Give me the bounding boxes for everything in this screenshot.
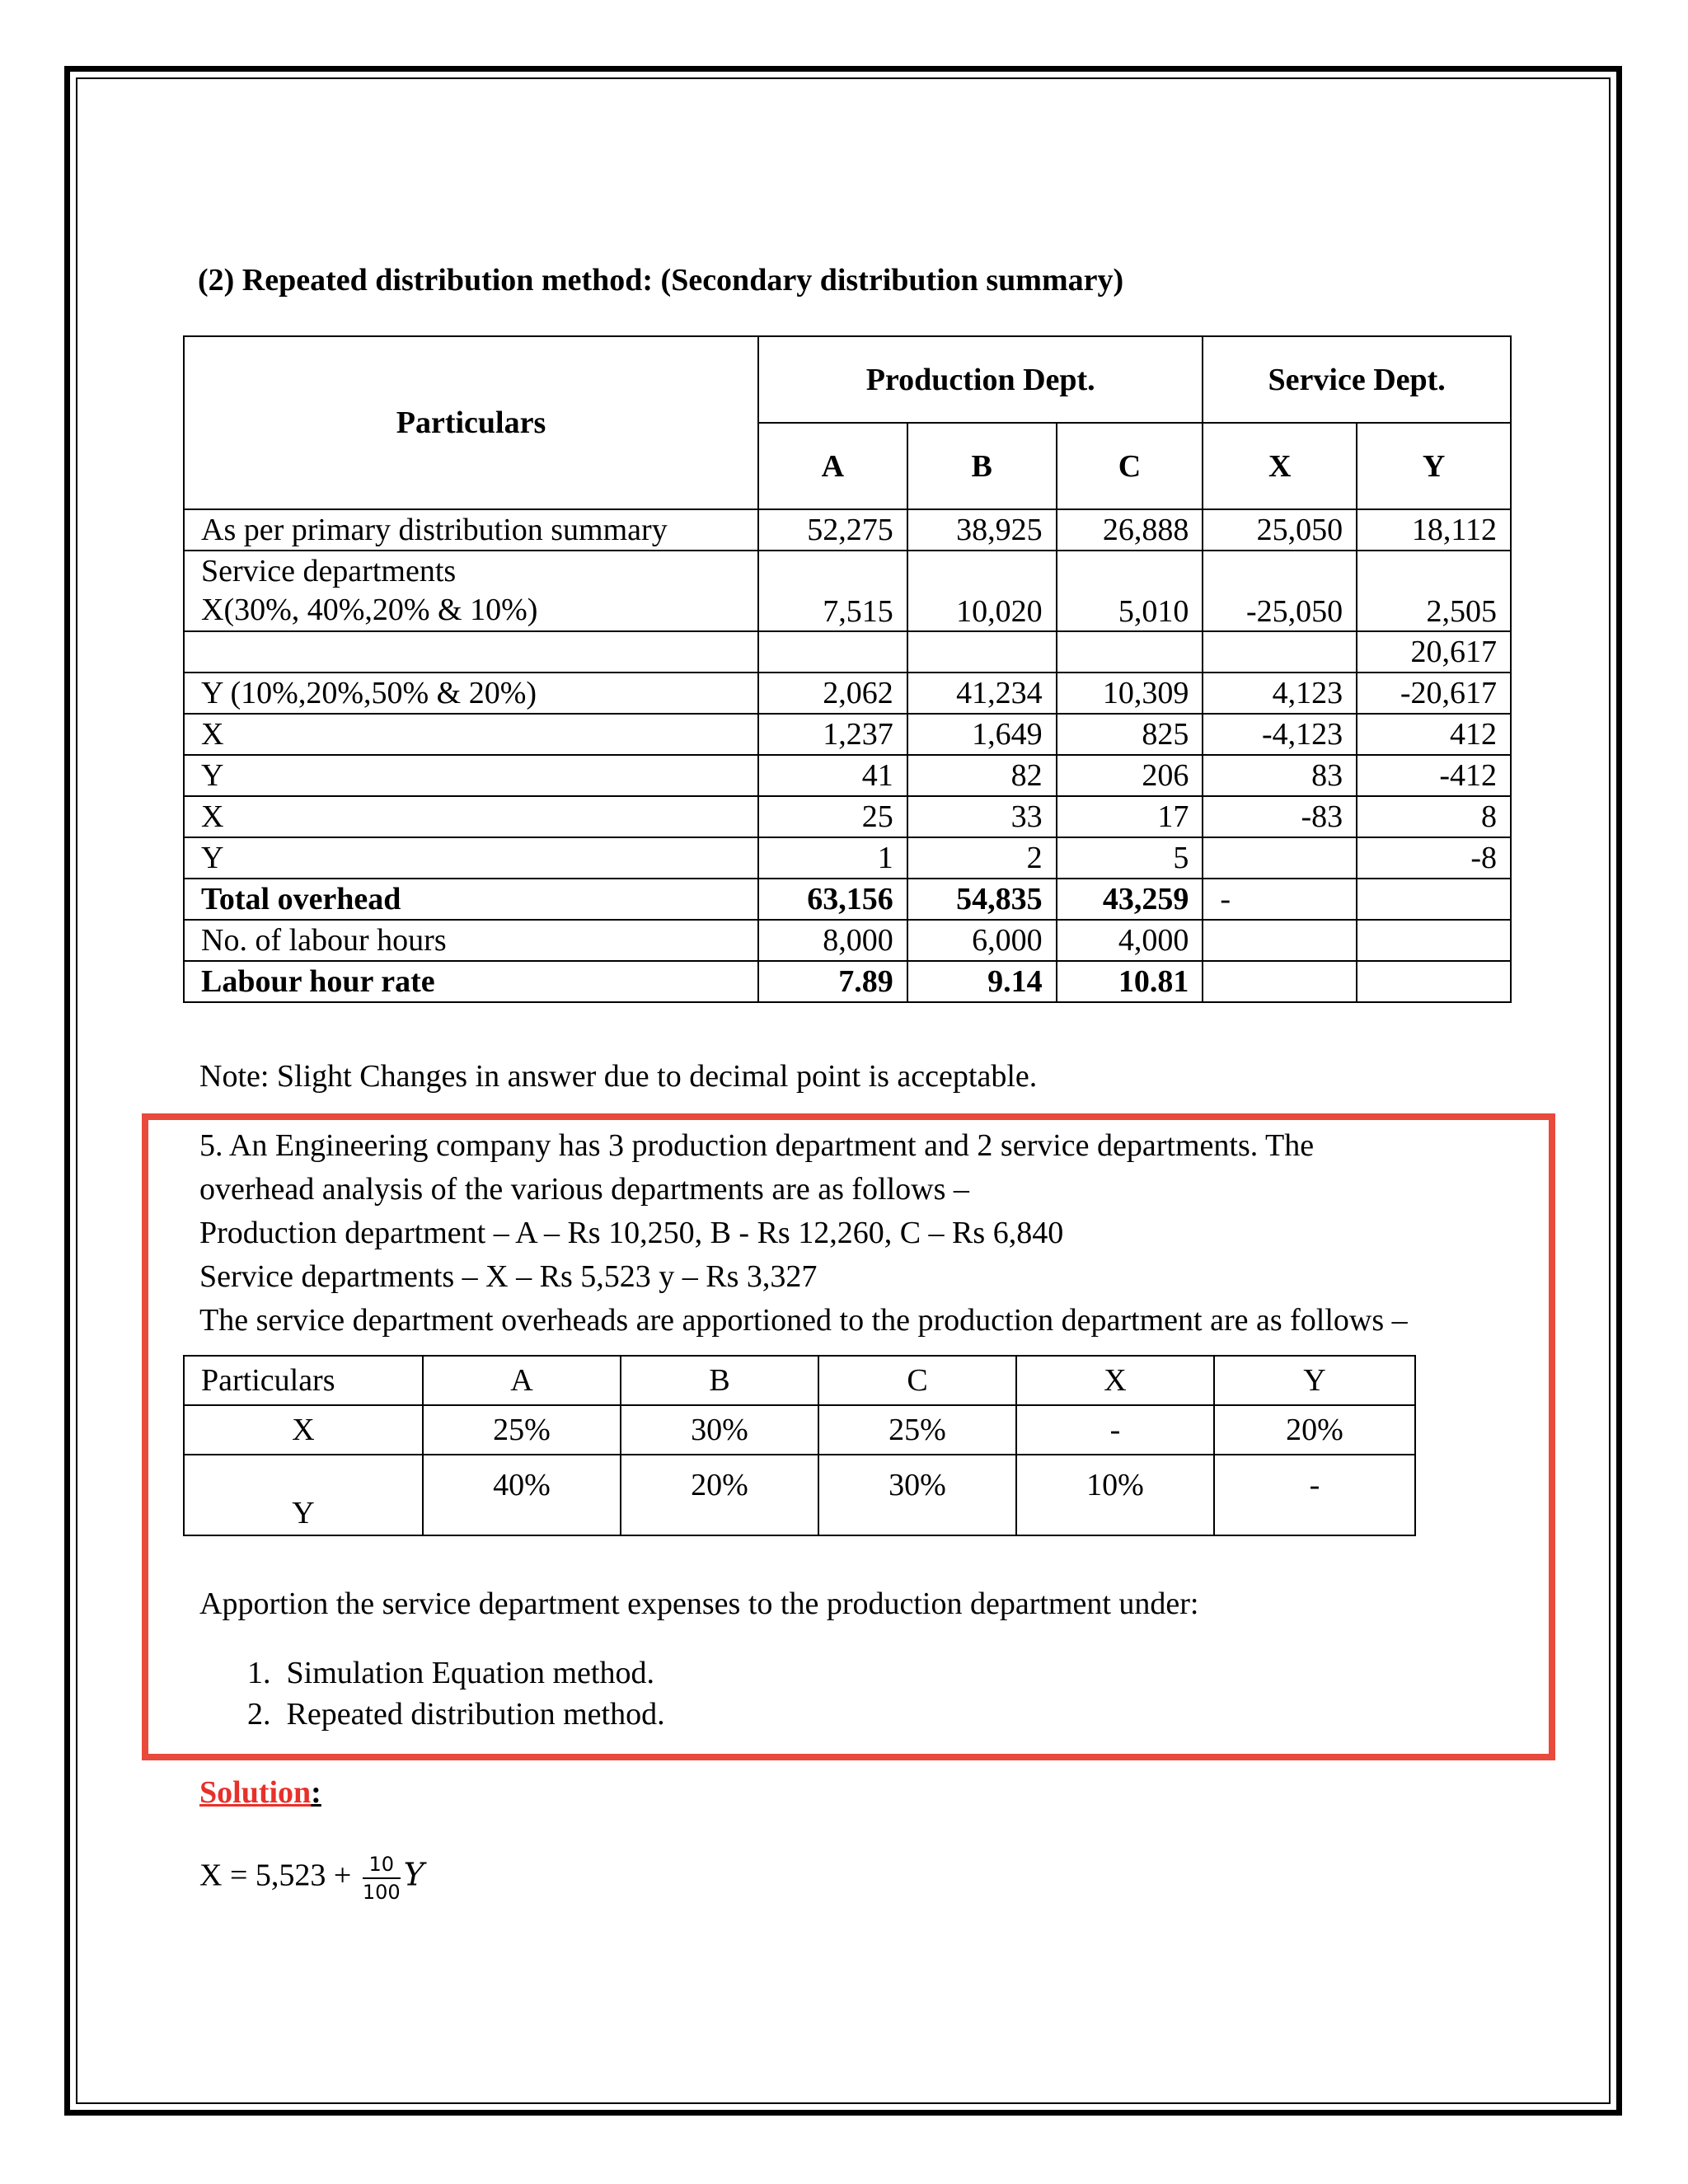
cell: 10,020	[907, 551, 1057, 631]
cell: 26,888	[1057, 509, 1203, 551]
cell	[1203, 837, 1357, 879]
table-row	[184, 837, 1511, 879]
question-line-4: Service departments – X – Rs 5,523 y – Rs 3,327	[199, 1259, 818, 1294]
solution-label: Solution	[199, 1775, 312, 1810]
table-row	[184, 796, 1511, 837]
instruction-text: Apportion the service department expenses to the production department under:	[199, 1586, 1199, 1621]
cell: -83	[1203, 796, 1357, 837]
cell: 7,515	[758, 551, 907, 631]
cell: 25,050	[1203, 509, 1357, 551]
cell: 206	[1057, 755, 1203, 796]
col-header-b: B	[907, 423, 1057, 509]
row-label: Y	[184, 837, 758, 879]
cell	[1357, 961, 1511, 1002]
cell: 54,835	[907, 879, 1057, 920]
equation	[199, 1853, 424, 1904]
cell: 825	[1057, 714, 1203, 755]
cell: 1,649	[907, 714, 1057, 755]
equation-variable: Y	[403, 1856, 424, 1893]
cell: -20,617	[1357, 673, 1511, 714]
row-label	[184, 551, 758, 631]
particulars-header: Particulars	[184, 336, 758, 509]
row-label: Y (10%,20%,50% & 20%)	[184, 673, 758, 714]
cell: 8,000	[758, 920, 907, 961]
cell: 20,617	[1357, 631, 1511, 673]
cell: 30%	[621, 1405, 818, 1455]
col-header-x: X	[1203, 423, 1357, 509]
list-number: 1.	[247, 1656, 287, 1690]
particulars-header: Particulars	[184, 1356, 423, 1405]
cell: -	[1016, 1405, 1214, 1455]
col-header-c: C	[818, 1356, 1016, 1405]
production-dept-header: Production Dept.	[758, 336, 1203, 423]
question-line-2: overhead analysis of the various departments are as follows –	[199, 1172, 969, 1207]
cell: 5,010	[1057, 551, 1203, 631]
solution-colon: :	[311, 1775, 321, 1810]
cell: 2	[907, 837, 1057, 879]
cell: 9.14	[907, 961, 1057, 1002]
cell: 30%	[818, 1455, 1016, 1535]
equation-lhs: X = 5,523 +	[199, 1858, 352, 1893]
table-row	[184, 755, 1511, 796]
cell: 82	[907, 755, 1057, 796]
cell: 41,234	[907, 673, 1057, 714]
cell: -	[1214, 1455, 1415, 1535]
cell: 25%	[423, 1405, 621, 1455]
table-row	[184, 1405, 1415, 1455]
cell: -8	[1357, 837, 1511, 879]
cell: 25	[758, 796, 907, 837]
cell: 41	[758, 755, 907, 796]
list-number: 2.	[247, 1697, 287, 1732]
col-header-a: A	[423, 1356, 621, 1405]
fraction-denominator: 100	[362, 1881, 401, 1904]
cell: 4,000	[1057, 920, 1203, 961]
row-label: As per primary distribution summary	[184, 509, 758, 551]
col-header-c: C	[1057, 423, 1203, 509]
labour-hour-rate-row	[184, 961, 1511, 1002]
cell: 6,000	[907, 920, 1057, 961]
service-dept-header: Service Dept.	[1203, 336, 1511, 423]
cell: 25%	[818, 1405, 1016, 1455]
list-item-text: Simulation Equation method.	[286, 1656, 654, 1690]
cell	[1357, 879, 1511, 920]
list-item-text: Repeated distribution method.	[286, 1697, 665, 1732]
cell: 83	[1203, 755, 1357, 796]
secondary-distribution-table	[183, 335, 1512, 1003]
table-row	[184, 1455, 1415, 1535]
col-header-b: B	[621, 1356, 818, 1405]
cell	[1357, 920, 1511, 961]
question-line-3: Production department – A – Rs 10,250, B - Rs 12,260, C – Rs 6,840	[199, 1216, 1064, 1250]
cell: 63,156	[758, 879, 907, 920]
col-header-x: X	[1016, 1356, 1214, 1405]
cell: 412	[1357, 714, 1511, 755]
table-row	[184, 673, 1511, 714]
total-overhead-row	[184, 879, 1511, 920]
row-label: X	[184, 1405, 423, 1455]
cell: 10,309	[1057, 673, 1203, 714]
cell: 10%	[1016, 1455, 1214, 1535]
cell: -4,123	[1203, 714, 1357, 755]
cell	[907, 631, 1057, 673]
row-label: X	[184, 796, 758, 837]
cell: -25,050	[1203, 551, 1357, 631]
list-item	[247, 1655, 654, 1691]
apportionment-table	[183, 1355, 1416, 1536]
cell: 10.81	[1057, 961, 1203, 1002]
question-line-5: The service department overheads are apportioned to the production department are as follows –	[199, 1303, 1408, 1338]
table-row	[184, 509, 1511, 551]
row-label: Y	[184, 1455, 423, 1535]
cell: 33	[907, 796, 1057, 837]
cell	[1057, 631, 1203, 673]
row-label: Total overhead	[184, 879, 758, 920]
table-header-row	[184, 336, 1511, 423]
cell: 40%	[423, 1455, 621, 1535]
cell: 8	[1357, 796, 1511, 837]
col-header-y: Y	[1357, 423, 1511, 509]
fraction	[363, 1853, 401, 1904]
cell: 43,259	[1057, 879, 1203, 920]
fraction-numerator: 10	[363, 1853, 401, 1879]
cell: 1	[758, 837, 907, 879]
cell: 2,505	[1357, 551, 1511, 631]
cell	[1203, 631, 1357, 673]
cell: 38,925	[907, 509, 1057, 551]
col-header-a: A	[758, 423, 907, 509]
list-item	[247, 1696, 665, 1732]
row-label: X	[184, 714, 758, 755]
cell: 4,123	[1203, 673, 1357, 714]
row-label: Y	[184, 755, 758, 796]
cell	[1203, 961, 1357, 1002]
cell: 52,275	[758, 509, 907, 551]
question-line-1: 5. An Engineering company has 3 production department and 2 service departments. The	[199, 1128, 1315, 1163]
cell: 1,237	[758, 714, 907, 755]
row-label: No. of labour hours	[184, 920, 758, 961]
cell: 17	[1057, 796, 1203, 837]
cell: 20%	[621, 1455, 818, 1535]
cell: -	[1203, 879, 1357, 920]
cell: 18,112	[1357, 509, 1511, 551]
cell	[758, 631, 907, 673]
table-header-row	[184, 1356, 1415, 1405]
table-row	[184, 551, 1511, 631]
cell: 2,062	[758, 673, 907, 714]
solution-heading	[199, 1774, 321, 1811]
table-row	[184, 631, 1511, 673]
row-label: Labour hour rate	[184, 961, 758, 1002]
section-heading: (2) Repeated distribution method: (Secondary distribution summary)	[198, 263, 1124, 298]
table-row	[184, 714, 1511, 755]
labour-hours-row	[184, 920, 1511, 961]
note-text: Note: Slight Changes in answer due to decimal point is acceptable.	[199, 1059, 1038, 1094]
cell	[1203, 920, 1357, 961]
row-label-line-2: X(30%, 40%,20% & 10%)	[201, 593, 538, 627]
cell: 5	[1057, 837, 1203, 879]
row-label-line-1: Service departments	[201, 554, 457, 588]
row-label	[184, 631, 758, 673]
col-header-y: Y	[1214, 1356, 1415, 1405]
cell: 20%	[1214, 1405, 1415, 1455]
cell: 7.89	[758, 961, 907, 1002]
cell: -412	[1357, 755, 1511, 796]
